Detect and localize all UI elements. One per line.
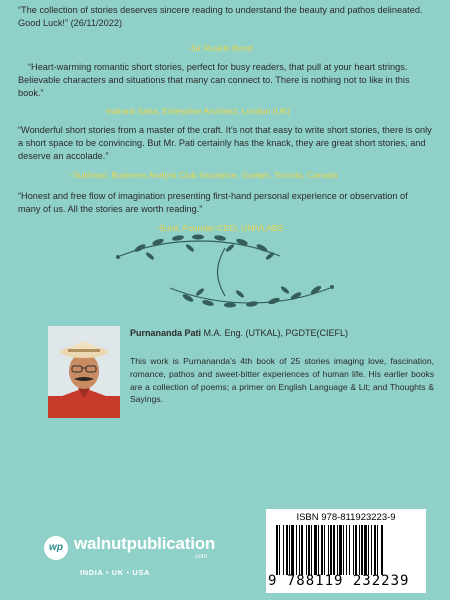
author-credentials: M.A. Eng. (UTKAL), PGDTE(CIEFL) <box>201 328 349 338</box>
isbn-label: ISBN 978-811923223-9 <box>296 512 396 523</box>
author-name: Purnananda Pati <box>130 328 202 338</box>
publisher-block <box>44 532 244 582</box>
review-quote-3: “Wonderful short stories from a master of the craft. It’s not that easy to write short stories, there is only a short space to be convincing. But Mr. Pati certainly has the knack, they are great short stories, and deserve an accolade.” <box>18 125 432 161</box>
review-credit-4: -Sunil, Founder-CEO, UNIVLABS <box>156 223 284 233</box>
author-photo <box>48 326 120 418</box>
barcode-icon <box>276 525 418 575</box>
review-credit-3: -Subhasri, Business Analyst Club Insurance, Guelph, Toronto, Canada <box>70 170 338 180</box>
review-credit-2: -Indranil Saha, Enterprise Architect, London (UK) <box>104 106 291 116</box>
publisher-domain: .com <box>194 554 208 560</box>
review-quote-4: “Honest and free flow of imagination presenting first-hand personal experience or observation of many of us. All the stories are worth reading.” <box>18 191 408 214</box>
floral-ornament-icon <box>110 226 340 314</box>
author-credit-line <box>130 327 434 339</box>
isbn-digits: 9 788119 232239 <box>268 573 410 589</box>
review-quote-2: “Heart-warming romantic short stories, perfect for busy readers, that pull at your heart strings. Believable characters and situations that many can connect to. There is nothing not to like in this book.” <box>18 62 410 98</box>
publisher-name: walnutpublication <box>74 534 216 553</box>
author-bio: This work is Purnananda’s 4th book of 25 stories imaging love, fascination, romance, pathos and sweet-bitter experiences of human life. His earlier books are a collection of poems; a primer on English Language & Lit; and Thoughts & Sayings. <box>130 356 434 405</box>
isbn-barcode-box <box>266 509 426 593</box>
review-credit-1: -Sir Ruskin Bond <box>188 43 253 53</box>
publisher-logo-icon: wp <box>44 536 68 560</box>
review-quote-1: “The collection of stories deserves sincere reading to understand the beauty and pathos delineated. Good Luck!” (26/11/2022) <box>18 5 423 28</box>
publisher-regions: INDIA • UK • USA <box>80 568 150 577</box>
